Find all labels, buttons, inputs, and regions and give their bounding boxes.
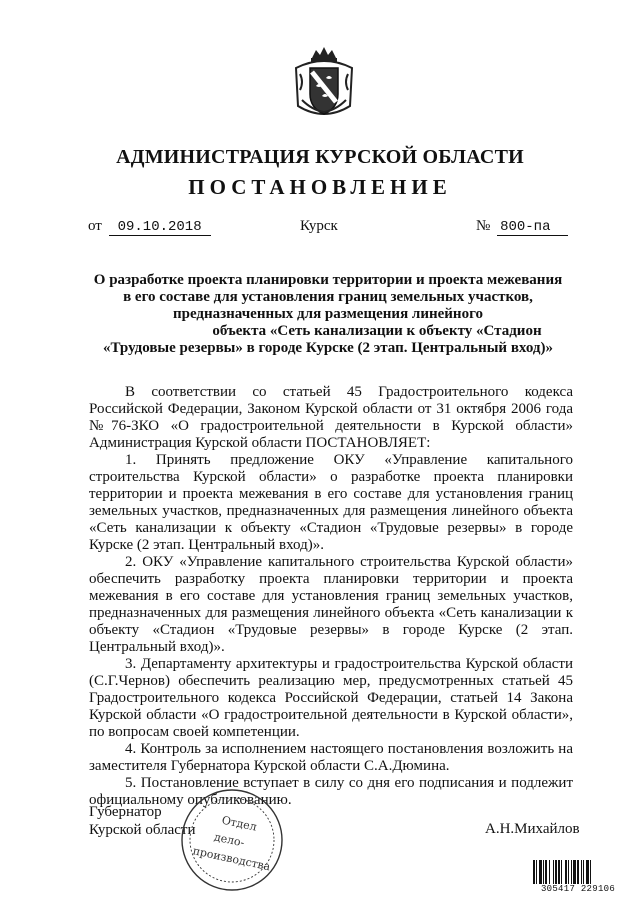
- document-subject: [88, 272, 568, 357]
- coat-of-arms-emblem: [292, 44, 356, 124]
- registry-stamp: [178, 786, 286, 894]
- date-field: [88, 218, 228, 240]
- barcode-bar: [533, 860, 535, 886]
- date-value: 09.10.2018: [109, 219, 211, 236]
- barcode-bar: [536, 860, 537, 886]
- document-body: [89, 384, 573, 809]
- barcode-bar: [553, 860, 554, 886]
- signatory-title-line: Губернатор: [89, 804, 162, 820]
- paragraph-item-1: 1. Принять предложение ОКУ «Управление капитального строительства Курской области» о разработке проекта планировки территории и проекта межевания в его составе для установления границ земельных участков, предназначенных для размещения линейного объекта «Сеть канализации к объекту «Стадион «Трудовые резервы» в городе Курске (2 этап. Центральный вход)».: [89, 452, 573, 553]
- barcode-bar: [571, 860, 572, 886]
- barcode-bar: [561, 860, 562, 886]
- paragraph-item-3: 3. Департаменту архитектуры и градостроительства Курской области (С.Г.Чернов) обеспечить реализацию мер, предусмотренных статьей 45 Градостроительного кодекса Российской Федерации, статьей 14 Закона Курской области «О градостроительной деятельности в Курской области», по вопросам своей компетенции.: [89, 656, 573, 740]
- paragraph-item-5: 5. Постановление вступает в силу со дня его подписания и подлежит официальному опубликованию.: [89, 775, 573, 808]
- subject-line: предназначенных для размещения линейного: [172, 306, 484, 322]
- number-prefix: №: [476, 218, 491, 234]
- signatory-title-line: Курской области: [89, 822, 196, 838]
- subject-line: объекта «Сеть канализации к объекту «Стадион: [212, 323, 542, 339]
- stamp-text: дело-: [212, 830, 246, 850]
- paragraph-item-2: 2. ОКУ «Управление капитального строительства Курской области» обеспечить разработку проекта планировки территории и проекта межевания в его составе для установления границ земельных участков, предназначенных для размещения линейного объекта «Сеть канализации к объекту «Стадион «Трудовые резервы» в городе Курске (2 этап. Центральный вход)».: [89, 554, 573, 655]
- number-field: [476, 218, 586, 240]
- barcode-number: 305417 229106: [530, 884, 626, 894]
- barcode-bar: [539, 860, 542, 886]
- stamp-text: производства: [191, 844, 272, 874]
- barcode-bar: [583, 860, 584, 886]
- organization-name: АДМИНИСТРАЦИЯ КУРСКОЙ ОБЛАСТИ: [116, 146, 524, 168]
- barcode-bar: [590, 860, 591, 886]
- barcode-bar: [586, 860, 589, 886]
- barcode-bar: [581, 860, 582, 886]
- subject-line: «Трудовые резервы» в городе Курске (2 этап. Центральный вход)»: [102, 340, 554, 356]
- paragraph-preamble: В соответствии со статьей 45 Градостроительного кодекса Российской Федерации, Законом Курской области от 31 октября 2006 года №76-ЗКО «О градостроительной деятельности в Курской области» Администрация Курской области ПОСТАНОВЛЯЕТ:: [89, 384, 573, 451]
- barcode-bar: [543, 860, 544, 886]
- barcode-bar: [573, 860, 576, 886]
- subject-line: в его составе для установления границ земельных участков,: [123, 289, 533, 305]
- subject-line: О разработке проекта планировки территории и проекта межевания: [93, 272, 563, 288]
- document-type: ПОСТАНОВЛЕНИЕ: [188, 175, 452, 199]
- paragraph-item-4: 4. Контроль за исполнением настоящего постановления возложить на заместителя Губернатора Курской области С.А.Дюмина.: [89, 741, 573, 774]
- date-prefix: от: [88, 218, 102, 234]
- signatory-name: А.Н.Михайлов: [485, 821, 580, 837]
- barcode-bar: [555, 860, 557, 886]
- barcode-bar: [549, 860, 550, 886]
- stamp-text: Отдел: [220, 813, 258, 834]
- barcode-bar: [558, 860, 560, 886]
- barcode-bar: [565, 860, 567, 886]
- barcode-bar: [577, 860, 579, 886]
- city: Курск: [300, 218, 338, 234]
- barcode-bar: [545, 860, 547, 886]
- barcode-bar: [568, 860, 569, 886]
- number-value: 800-па: [497, 219, 568, 236]
